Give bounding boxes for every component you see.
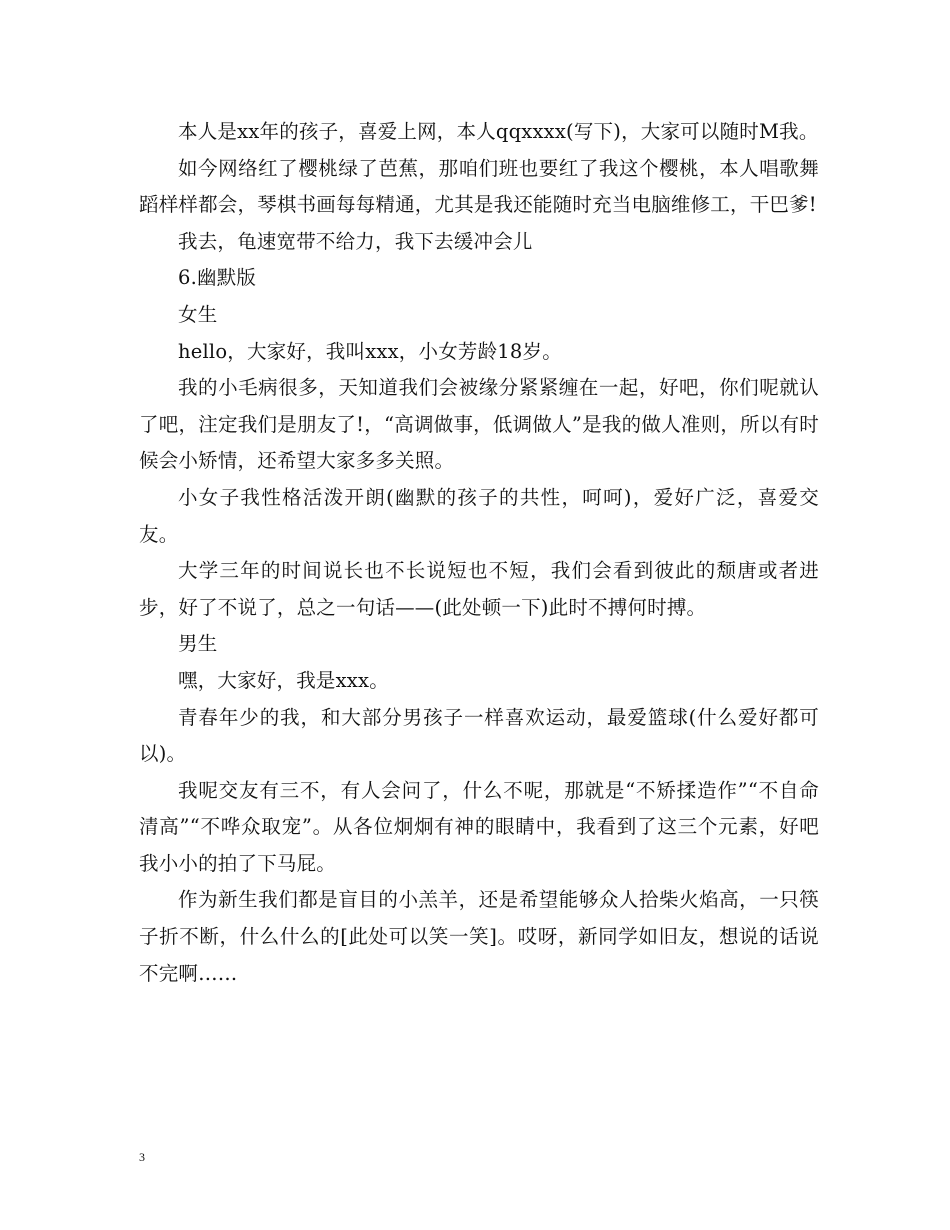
paragraph-12: 青春年少的我，和大部分男孩子一样喜欢运动，最爱篮球(什么爱好都可以)。 [139, 705, 819, 766]
section-heading-humor: 6.幽默版 [178, 266, 257, 290]
paragraph-6: hello，大家好，我叫xxx，小女芳龄18岁。 [178, 339, 562, 363]
paragraph-13: 我呢交友有三不，有人会问了，什么不呢，那就是“不矫揉造作”“不自命清高”“不哗众取宠”。从各位炯炯有神的眼睛中，我看到了这三个元素，好吧我小小的拍了下马屁。 [139, 778, 819, 875]
paragraph-8: 小女子我性格活泼开朗(幽默的孩子的共性，呵呵)，爱好广泛，喜爱交友。 [139, 485, 819, 546]
paragraph-7: 我的小毛病很多，天知道我们会被缘分紧紧缠在一起，好吧，你们呢就认了吧，注定我们是朋友了!，“高调做事，低调做人”是我的做人准则，所以有时候会小矫情，还希望大家多多关照。 [139, 376, 819, 473]
page-number: 3 [139, 1150, 145, 1164]
paragraph-3: 我去，龟速宽带不给力，我下去缓冲会儿 [178, 229, 533, 253]
subheading-female: 女生 [178, 302, 218, 326]
paragraph-9: 大学三年的时间说长也不长说短也不短，我们会看到彼此的颓唐或者进步，好了不说了，总之一句话——(此处顿一下)此时不搏何时搏。 [139, 559, 819, 619]
document-body [139, 114, 819, 992]
paragraph-14: 作为新生我们都是盲目的小羔羊，还是希望能够众人拾柴火焰高，一只筷子折不断，什么什么的[此处可以笑一笑]。哎呀，新同学如旧友，想说的话说不完啊…… [139, 888, 819, 985]
paragraph-11: 嘿，大家好，我是xxx。 [178, 668, 389, 692]
paragraph-1: 本人是xx年的孩子，喜爱上网，本人qqxxxx(写下)，大家可以随时M我。 [178, 120, 819, 143]
subheading-male: 男生 [178, 632, 218, 656]
paragraph-2: 如今网络红了樱桃绿了芭蕉，那咱们班也要红了我这个樱桃，本人唱歌舞蹈样样都会，琴棋书画每每精通，尤其是我还能随时充当电脑维修工，干巴爹! [139, 156, 819, 217]
